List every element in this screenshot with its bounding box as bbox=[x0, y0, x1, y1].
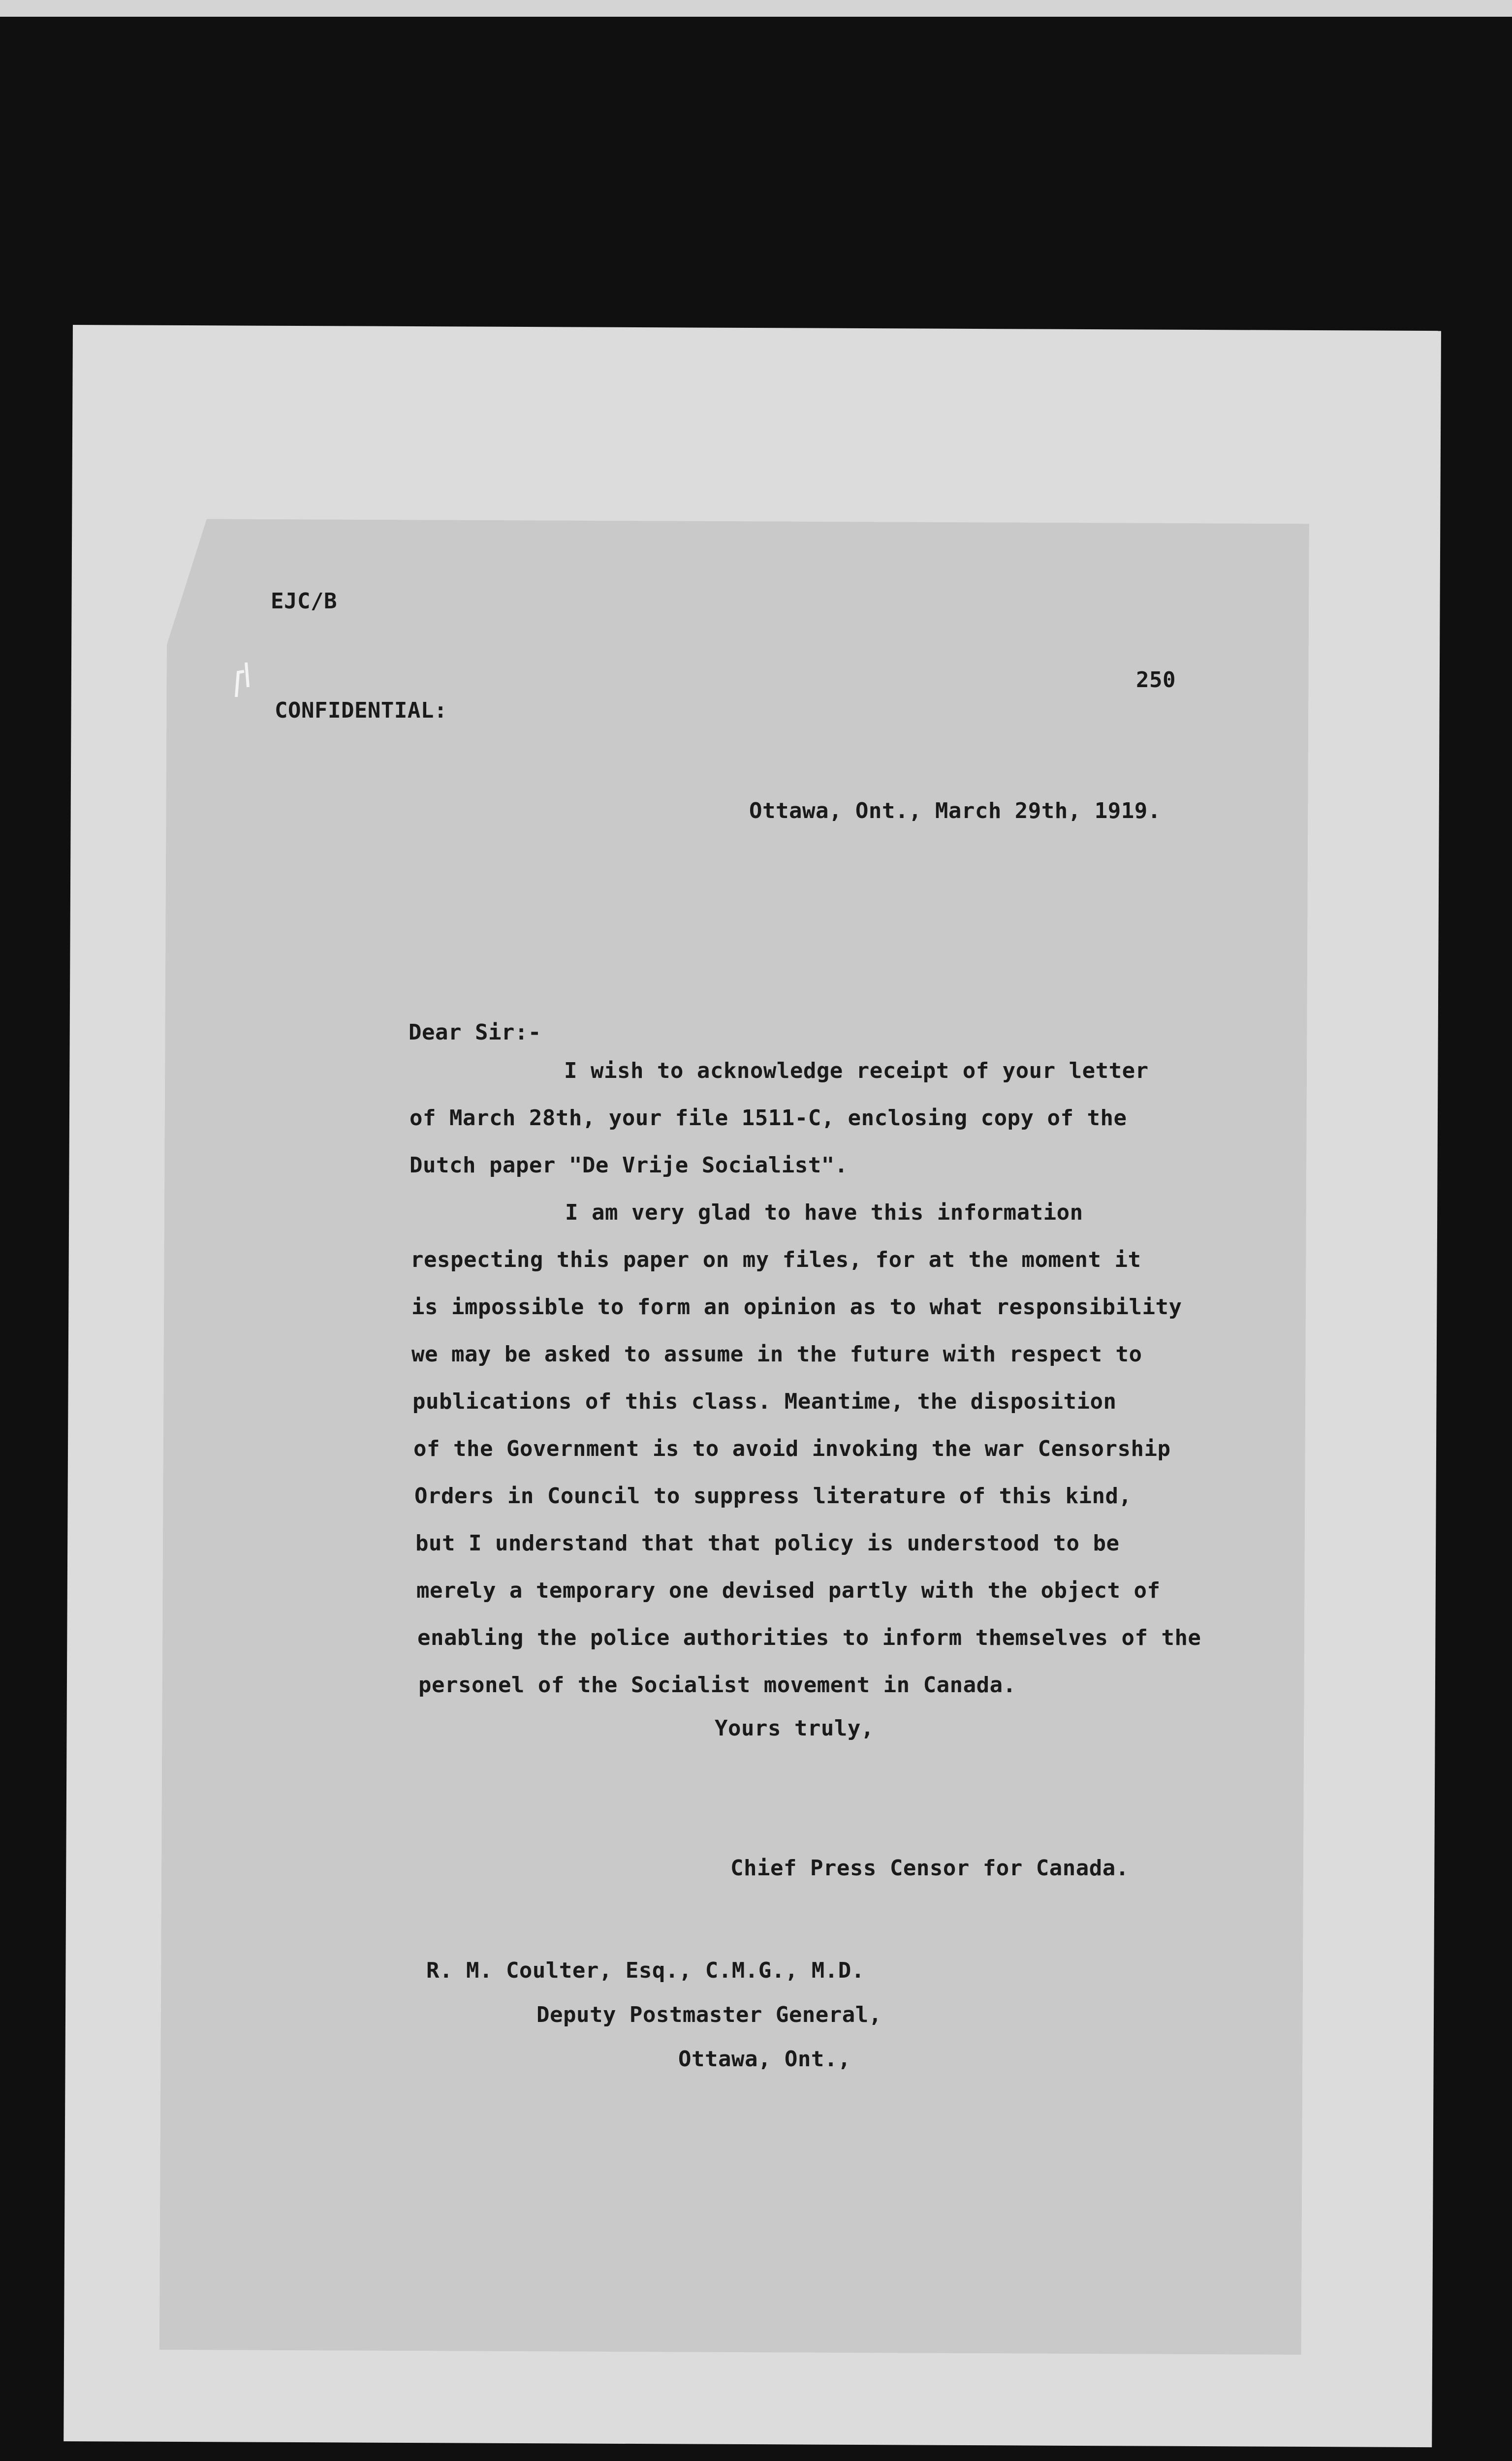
paper-clip-mark bbox=[231, 658, 261, 702]
signature-title: Chief Press Censor for Canada. bbox=[730, 1856, 1129, 1881]
recipient-city: Ottawa, Ont., bbox=[678, 2047, 851, 2072]
closing: Yours truly, bbox=[715, 1716, 874, 1741]
body-line: personel of the Socialist movement in Canada. bbox=[418, 1672, 1016, 1698]
body-line: respecting this paper on my files, for at the moment it bbox=[410, 1247, 1141, 1272]
salutation: Dear Sir:- bbox=[409, 1020, 541, 1045]
body-line: enabling the police authorities to inform themselves of the bbox=[417, 1625, 1201, 1650]
reference-initials: EJC/B bbox=[271, 589, 337, 614]
dateline: Ottawa, Ont., March 29th, 1919. bbox=[749, 798, 1161, 823]
recipient-title: Deputy Postmaster General, bbox=[536, 2002, 882, 2027]
film-top-edge bbox=[0, 0, 1512, 17]
body-line: merely a temporary one devised partly with the object of bbox=[416, 1578, 1161, 1603]
body-line: of the Government is to avoid invoking the war Censorship bbox=[413, 1436, 1171, 1461]
body-line: of March 28th, your file 1511-C, enclosing copy of the bbox=[410, 1105, 1127, 1131]
body-line: Dutch paper "De Vrije Socialist". bbox=[410, 1153, 848, 1178]
body-line: we may be asked to assume in the future with respect to bbox=[411, 1342, 1142, 1367]
recipient-name: R. M. Coulter, Esq., C.M.G., M.D. bbox=[426, 1958, 865, 1983]
confidential-heading: CONFIDENTIAL: bbox=[275, 698, 447, 723]
body-line: I wish to acknowledge receipt of your letter bbox=[564, 1058, 1149, 1083]
body-line: publications of this class. Meantime, the disposition bbox=[412, 1389, 1117, 1414]
file-number: 250 bbox=[1136, 667, 1176, 693]
body-line: but I understand that that policy is understood to be bbox=[415, 1531, 1120, 1556]
body-line: Orders in Council to suppress literature of this kind, bbox=[414, 1483, 1132, 1509]
body-line: is impossible to form an opinion as to what responsibility bbox=[411, 1294, 1182, 1320]
body-line: I am very glad to have this information bbox=[565, 1200, 1083, 1225]
